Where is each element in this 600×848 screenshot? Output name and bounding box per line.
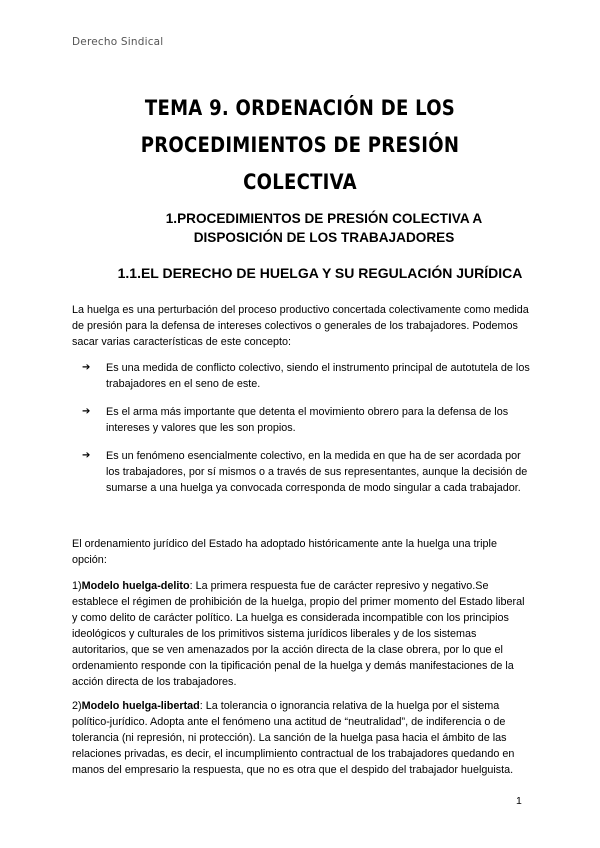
bullet-text: Es un fenómeno esencialmente colectivo, en la medida en que ha de ser acordada por los trabajadores, por sí mismos o a través de sus representantes, aunque la decisión de sumarse a una huelga ya convocada corresponda de modo singular a cada trabajador.: [106, 450, 528, 494]
bullet-item-2: [82, 404, 532, 436]
section-heading-1: [140, 209, 508, 247]
modelo-1-prefix: 1): [72, 580, 82, 592]
title-line-1: TEMA 9. ORDENACIÓN DE LOS: [144, 96, 456, 121]
modelo-2-prefix: 2): [72, 700, 82, 712]
bullet-item-1: [82, 360, 532, 392]
bullet-text: Es una medida de conflicto colectivo, siendo el instrumento principal de autotutela de los trabajadores en el seno de este.: [106, 362, 530, 390]
modelo-1-text: : La primera respuesta fue de carácter represivo y negativo.Se establece el régimen de prohibición de la huelga, propio del primer momento del Estado liberal y como delito de carácter político. La huelga es considerada incompatible con los principios ideológicos y culturales de los primitivos sistema jurídicos liberales y de los sistemas autoritarios, que se ven amenazados por la acción directa de la clase obrera, por lo que el ordenamiento responde con la tipificación penal de la huelga y demás manifestaciones de la acción directa de los trabajadores.: [72, 580, 525, 688]
title-line-2: PROCEDIMIENTOS DE PRESIÓN COLECTIVA: [140, 133, 460, 195]
arrow-right-icon: ➔: [82, 362, 91, 373]
section-heading-1-line-1: 1.PROCEDIMIENTOS DE PRESIÓN COLECTIVA A: [165, 211, 483, 226]
modelo-huelga-libertad-paragraph: [72, 698, 532, 778]
modelo-2-label: Modelo huelga-libertad: [81, 700, 200, 712]
document-header: Derecho Sindical: [72, 36, 164, 48]
ordenamiento-paragraph: El ordenamiento jurídico del Estado ha adoptado históricamente ante la huelga una triple opción:: [72, 538, 497, 566]
arrow-right-icon: ➔: [82, 406, 91, 417]
page-number: 1: [516, 795, 522, 807]
modelo-huelga-delito-paragraph: [72, 578, 532, 690]
intro-paragraph: La huelga es una perturbación del proceso productivo concertada colectivamente como medida de presión para la defensa de intereses colectivos o generales de los trabajadores. Podemos sacar varias características de este concepto:: [72, 304, 529, 348]
modelo-2-text: : La tolerancia o ignorancia relativa de la huelga por el sistema político-jurídico. Adopta ante el fenómeno una actitud de “neutralidad”, de indiferencia o de tolerancia (ni represión, ni protección). La sanción de la huelga pasa hacia el ámbito de las relaciones privadas, es decir, el incumplimiento contractual de los trabajadores quedando en manos del empresario la respuesta, que no es otra que el despido del trabajador huelguista.: [72, 700, 515, 776]
modelo-1-label: Modelo huelga-delito: [81, 580, 190, 592]
page-title: [82, 90, 519, 201]
section-heading-1-line-2: DISPOSICIÓN DE LOS TRABAJADORES: [193, 230, 455, 245]
arrow-right-icon: ➔: [82, 450, 91, 461]
bullet-item-3: [82, 448, 532, 496]
bullet-text: Es el arma más importante que detenta el movimiento obrero para la defensa de los intereses y valores que les son propios.: [106, 406, 509, 434]
section-heading-1-1: 1.1.EL DERECHO DE HUELGA Y SU REGULACIÓN JURÍDICA: [117, 265, 523, 281]
